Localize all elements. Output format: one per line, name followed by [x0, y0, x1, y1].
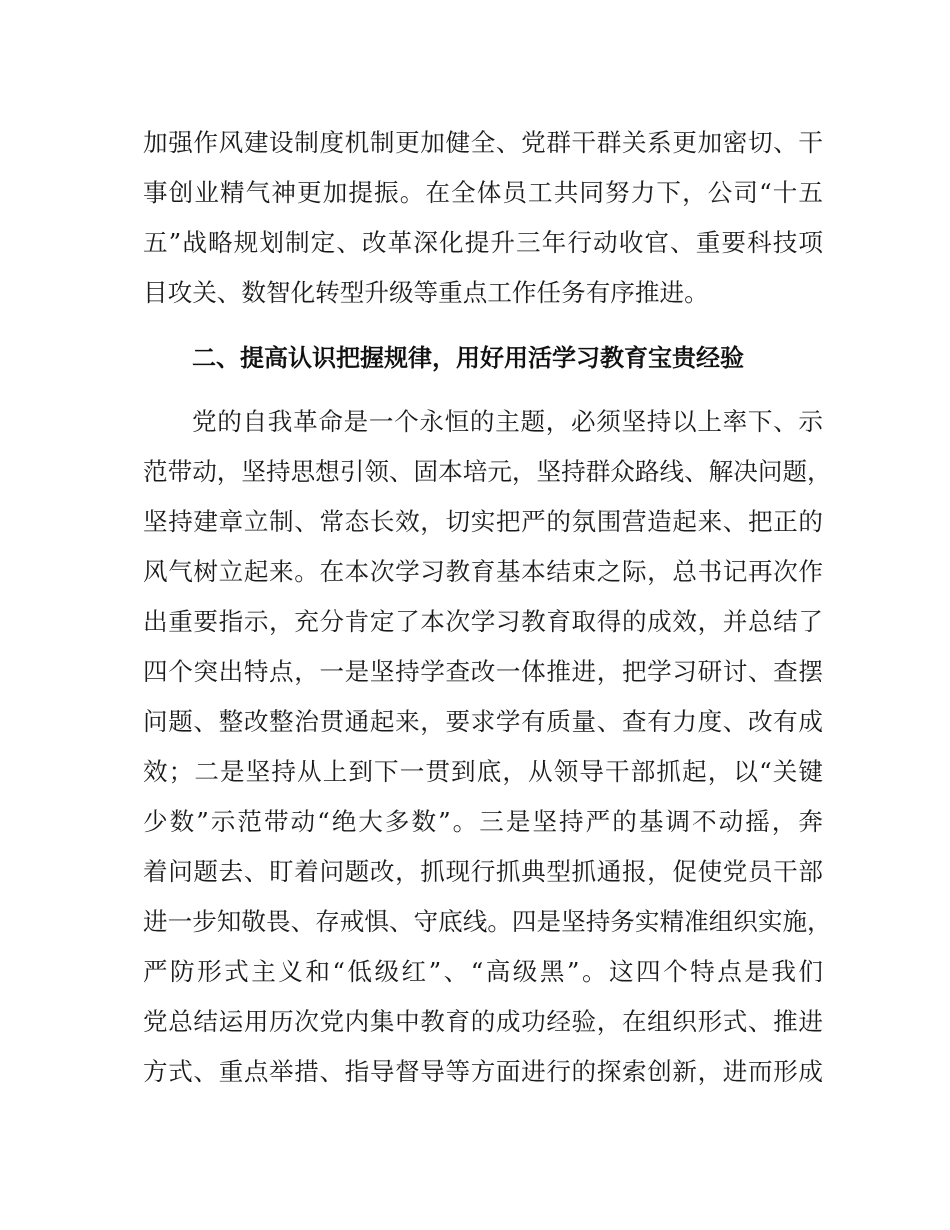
paragraph-line: 严防形式主义和“低级红”、“高级黑”。这四个特点是我们 [143, 957, 823, 986]
paragraph-line: 范带动，坚持思想引领、固本培元，坚持群众路线、解决问题， [143, 457, 832, 486]
paragraph-line: 五”战略规划制定、改革深化提升三年行动收官、重要科技项 [143, 228, 823, 257]
paragraph-line: 着问题去、盯着问题改，抓现行抓典型抓通报，促使党员干部 [143, 857, 823, 886]
paragraph-line: 坚持建章立制、常态长效，切实把严的氛围营造起来、把正的 [143, 507, 823, 536]
paragraph-line: 进一步知敬畏、存戒惧、守底线。四是坚持务实精准组织实施， [143, 907, 832, 936]
paragraph-line: 方式、重点举措、指导督导等方面进行的探索创新，进而形成 [143, 1057, 823, 1086]
paragraph-line: 事创业精气神更加提振。在全体员工共同努力下，公司“十五 [143, 178, 823, 207]
paragraph-line: 四个突出特点，一是坚持学查改一体推进，把学习研讨、查摆 [143, 657, 823, 686]
paragraph-line: 风气树立起来。在本次学习教育基本结束之际，总书记再次作 [143, 557, 823, 586]
paragraph-line: 党的自我革命是一个永恒的主题，必须坚持以上率下、示 [192, 407, 823, 436]
section-heading: 二、提高认识把握规律，用好用活学习教育宝贵经验 [192, 344, 744, 372]
paragraph-line: 效；二是坚持从上到下一贯到底，从领导干部抓起，以“关键 [143, 757, 823, 786]
paragraph-line: 出重要指示，充分肯定了本次学习教育取得的成效，并总结了 [143, 607, 823, 636]
paragraph-line: 加强作风建设制度机制更加健全、党群干群关系更加密切、干 [143, 128, 823, 157]
paragraph-line: 目攻关、数智化转型升级等重点工作任务有序推进。 [143, 278, 709, 307]
paragraph-line: 问题、整改整治贯通起来，要求学有质量、查有力度、改有成 [143, 707, 823, 736]
paragraph-line: 党总结运用历次党内集中教育的成功经验，在组织形式、推进 [143, 1007, 823, 1036]
paragraph-line: 少数”示范带动“绝大多数”。三是坚持严的基调不动摇，奔 [143, 807, 823, 836]
